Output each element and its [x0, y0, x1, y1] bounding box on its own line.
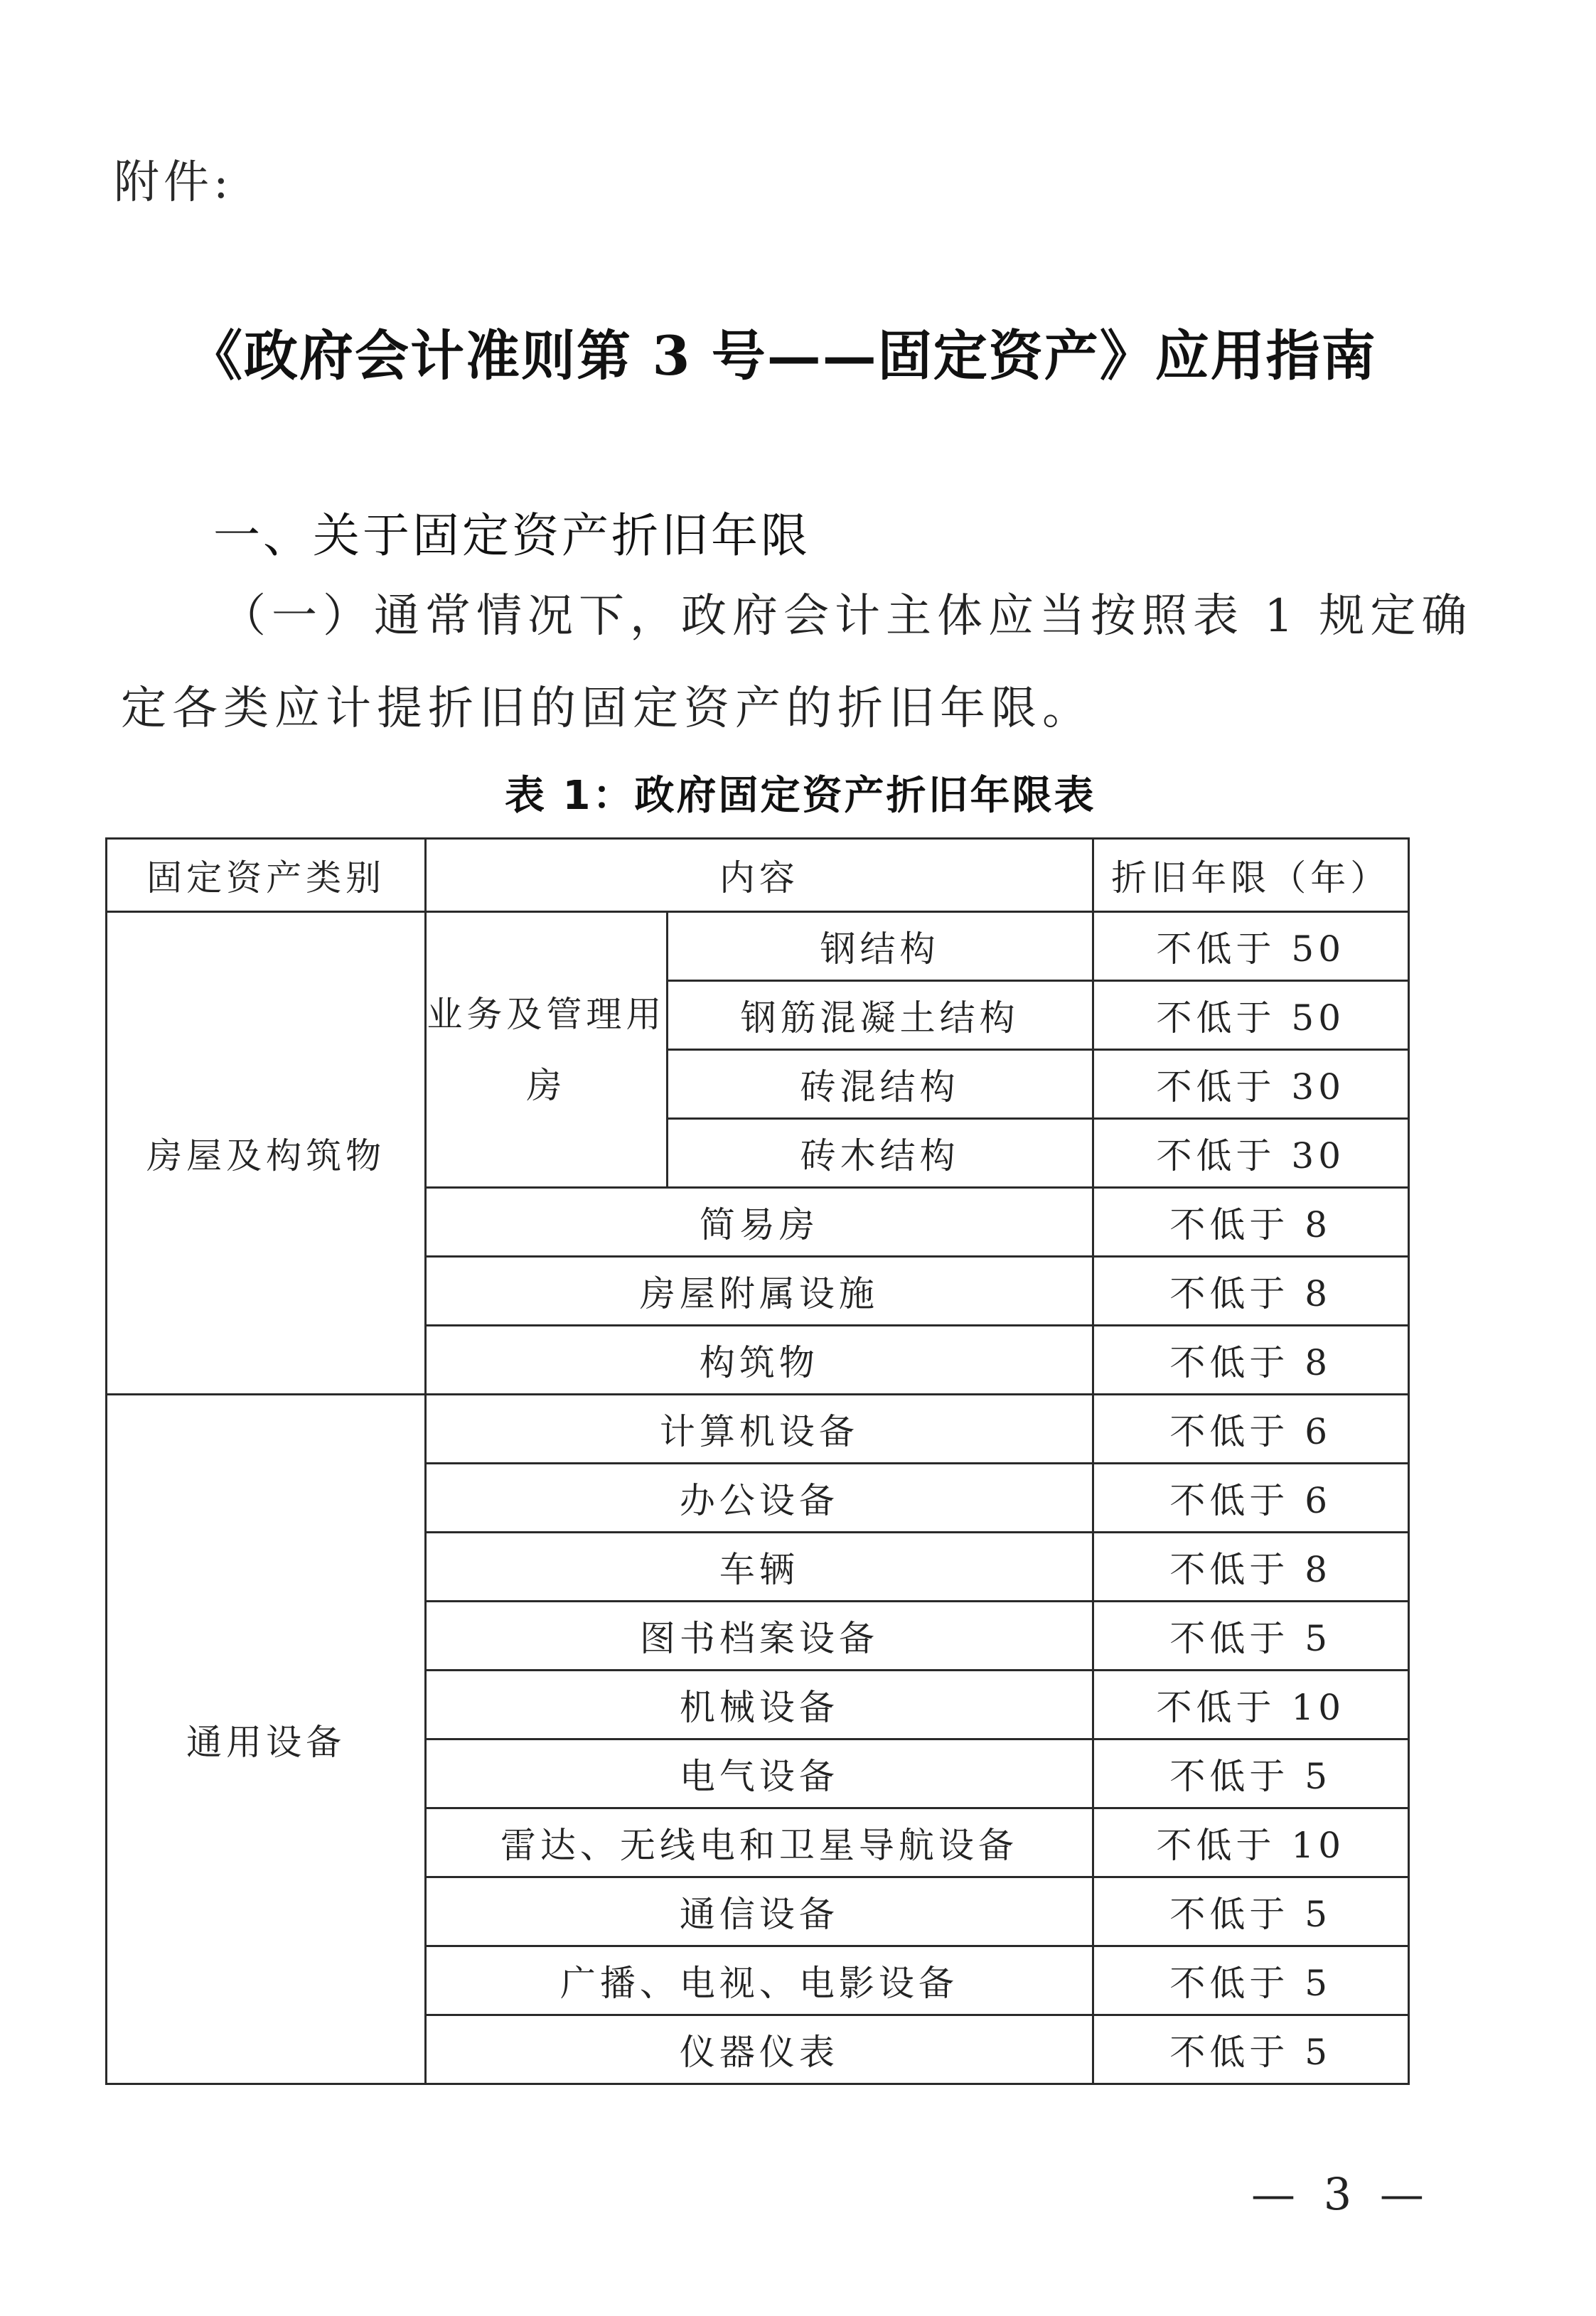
item-cell: 房屋附属设施 — [426, 1257, 1093, 1326]
category-cell-buildings: 房屋及构筑物 — [107, 912, 426, 1395]
item-cell: 车辆 — [426, 1533, 1093, 1602]
years-cell: 不低于 30 — [1093, 1119, 1408, 1188]
years-cell: 不低于 10 — [1093, 1671, 1408, 1739]
category-cell-equipment: 通用设备 — [107, 1395, 426, 2084]
item-cell: 砖木结构 — [667, 1119, 1093, 1188]
page-number: — 3 — — [1251, 2168, 1431, 2220]
paragraph-line-2: 定各类应计提折旧的固定资产的折旧年限。 — [121, 682, 1093, 735]
item-cell: 雷达、无线电和卫星导航设备 — [426, 1808, 1093, 1877]
item-cell: 通信设备 — [426, 1877, 1093, 1946]
years-cell: 不低于 8 — [1093, 1188, 1408, 1257]
item-cell: 简易房 — [426, 1188, 1093, 1257]
header-years: 折旧年限（年） — [1093, 839, 1408, 912]
subgroup-cell: 业务及管理用房 — [426, 912, 667, 1188]
table-row — [107, 1395, 1409, 1464]
item-cell: 机械设备 — [426, 1671, 1093, 1739]
item-cell: 砖混结构 — [667, 1050, 1093, 1119]
document-title: 《政府会计准则第 3 号——固定资产》应用指南 — [188, 324, 1377, 387]
years-cell: 不低于 5 — [1093, 1877, 1408, 1946]
table-row — [107, 912, 1409, 981]
years-cell: 不低于 5 — [1093, 2015, 1408, 2084]
item-cell: 计算机设备 — [426, 1395, 1093, 1464]
paragraph-line-1: （一）通常情况下，政府会计主体应当按照表 1 规定确 — [220, 590, 1473, 643]
attachment-label: 附件: — [114, 156, 233, 209]
years-cell: 不低于 6 — [1093, 1464, 1408, 1533]
years-cell: 不低于 5 — [1093, 1946, 1408, 2015]
years-cell: 不低于 8 — [1093, 1326, 1408, 1395]
years-cell: 不低于 8 — [1093, 1533, 1408, 1602]
item-cell: 广播、电视、电影设备 — [426, 1946, 1093, 2015]
item-cell: 办公设备 — [426, 1464, 1093, 1533]
item-cell: 钢结构 — [667, 912, 1093, 981]
years-cell: 不低于 30 — [1093, 1050, 1408, 1119]
years-cell: 不低于 6 — [1093, 1395, 1408, 1464]
section-heading: 一、关于固定资产折旧年限 — [213, 508, 810, 563]
years-cell: 不低于 10 — [1093, 1808, 1408, 1877]
header-content: 内容 — [426, 839, 1093, 912]
table-caption: 表 1：政府固定资产折旧年限表 — [505, 773, 1096, 819]
years-cell: 不低于 50 — [1093, 912, 1408, 981]
item-cell: 图书档案设备 — [426, 1602, 1093, 1671]
item-cell: 构筑物 — [426, 1326, 1093, 1395]
years-cell: 不低于 8 — [1093, 1257, 1408, 1326]
years-cell: 不低于 5 — [1093, 1739, 1408, 1808]
table-header-row — [107, 839, 1409, 912]
item-cell: 钢筋混凝土结构 — [667, 981, 1093, 1050]
item-cell: 仪器仪表 — [426, 2015, 1093, 2084]
item-cell: 电气设备 — [426, 1739, 1093, 1808]
depreciation-table — [105, 837, 1410, 2085]
years-cell: 不低于 5 — [1093, 1602, 1408, 1671]
header-category: 固定资产类别 — [107, 839, 426, 912]
years-cell: 不低于 50 — [1093, 981, 1408, 1050]
